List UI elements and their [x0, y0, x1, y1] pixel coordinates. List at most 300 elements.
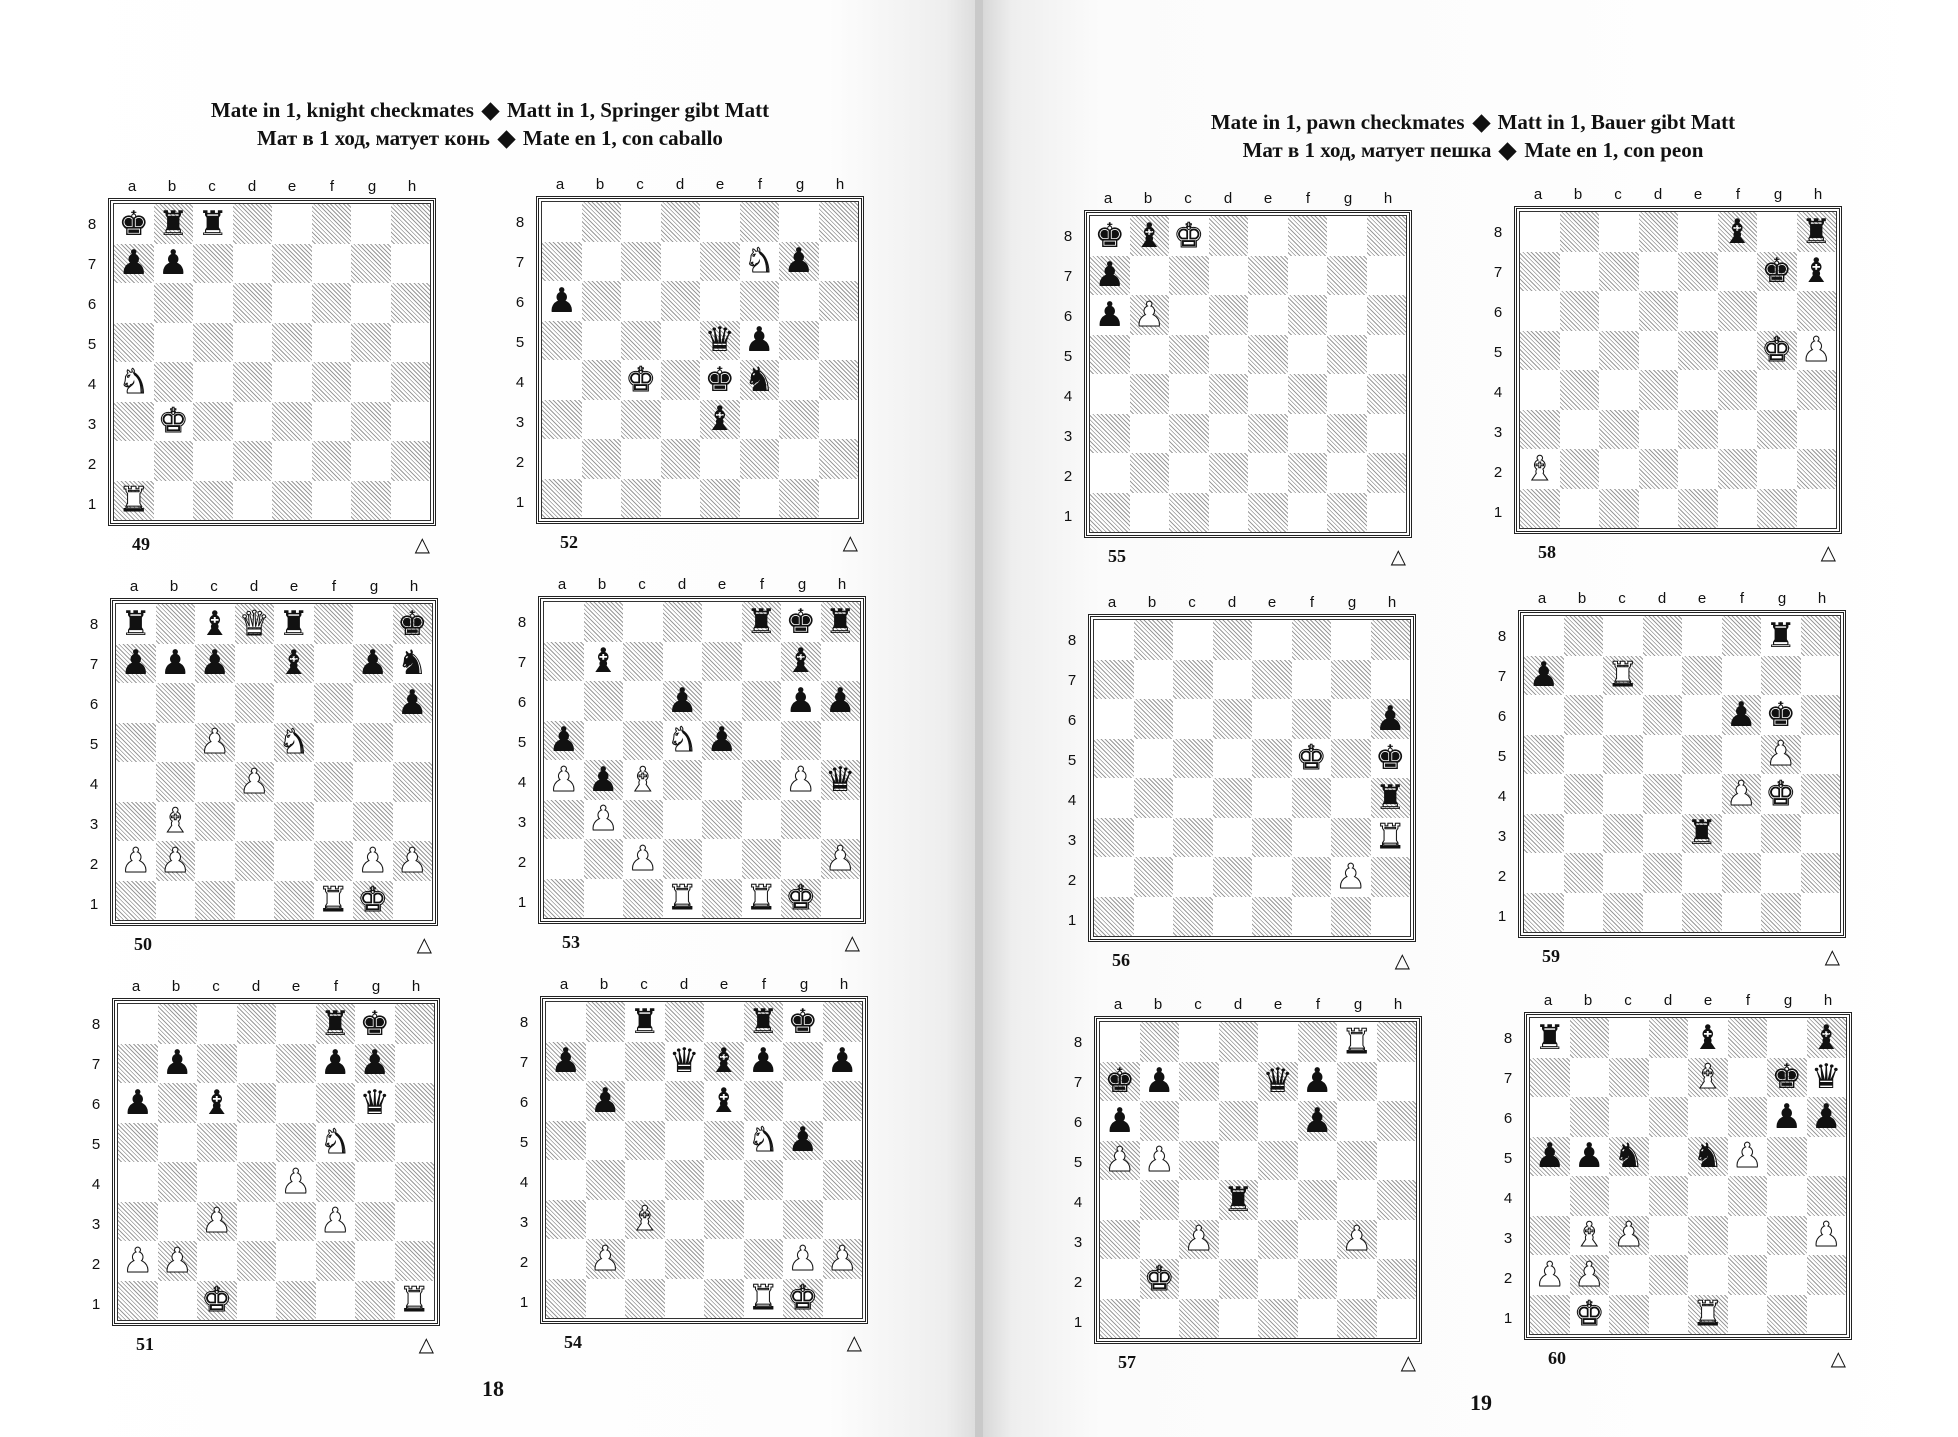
square-a4 [1520, 370, 1560, 410]
rank-label: 8 [519, 1013, 529, 1031]
square-e2 [1688, 1255, 1728, 1295]
square-c8 [193, 204, 233, 244]
square-a7 [118, 1044, 158, 1084]
black-rook-icon: ♜ [158, 203, 189, 244]
square-c3 [1173, 818, 1213, 858]
square-g5 [779, 321, 819, 361]
square-a4 [542, 360, 582, 400]
rank-label: 3 [515, 413, 525, 431]
square-g3 [1327, 414, 1367, 454]
square-h4 [821, 760, 861, 800]
square-d8 [235, 604, 275, 644]
file-label: d [249, 578, 259, 595]
square-h3 [1801, 814, 1841, 854]
chess-board [1524, 1012, 1852, 1340]
square-g5 [1767, 1137, 1807, 1177]
rank-label: 7 [1067, 671, 1077, 689]
square-g8 [781, 602, 821, 642]
black-bishop-icon: ♝ [785, 641, 816, 682]
file-labels [1092, 594, 1412, 612]
black-pawn-icon: ♟ [1574, 1136, 1605, 1177]
page-number: 18 [482, 1376, 504, 1401]
chess-board [1088, 614, 1416, 942]
chess-diagram [1062, 594, 1422, 974]
square-c2 [1173, 857, 1213, 897]
white-to-move-icon: △ [416, 932, 432, 956]
square-b2 [154, 441, 194, 481]
chess-diagram [1068, 996, 1428, 1376]
square-c4 [1609, 1176, 1649, 1216]
file-label: b [597, 576, 607, 593]
square-e1 [702, 879, 742, 919]
white-rook-icon: ♜ [1375, 817, 1406, 858]
heading-line-2: Мат в 1 ход, матует пешка Mate en 1, con peon [1242, 138, 1704, 162]
square-a4 [546, 1160, 586, 1200]
file-label: a [555, 176, 565, 193]
rank-label: 2 [519, 1253, 529, 1271]
black-knight-icon: ♞ [397, 643, 428, 684]
square-b1 [1134, 897, 1174, 937]
square-e8 [272, 204, 312, 244]
diagram-number: 60 [1548, 1348, 1566, 1368]
square-f5 [740, 321, 780, 361]
square-h3 [393, 802, 433, 842]
square-g4 [355, 1162, 395, 1202]
square-d3 [1639, 410, 1679, 450]
square-d8 [661, 202, 701, 242]
file-label: a [131, 978, 141, 995]
rank-label: 5 [1063, 347, 1073, 365]
white-pawn-icon: ♟ [1613, 1215, 1644, 1256]
black-bishop-icon: ♝ [708, 1080, 739, 1121]
square-h7 [1797, 252, 1837, 292]
square-a2 [1094, 857, 1134, 897]
black-bishop-icon: ♝ [708, 1041, 739, 1082]
square-b7 [1564, 656, 1604, 696]
square-f5 [1718, 331, 1758, 371]
white-pawn-icon: ♟ [397, 840, 428, 881]
square-b8 [1570, 1018, 1610, 1058]
square-h7 [821, 642, 861, 682]
file-label: c [1614, 186, 1622, 203]
file-label: c [640, 976, 648, 993]
rank-label: 5 [87, 335, 97, 353]
square-h1 [823, 1279, 863, 1319]
rank-label: 1 [1503, 1309, 1513, 1327]
square-b4 [1570, 1176, 1610, 1216]
chess-board [538, 596, 866, 924]
square-b2 [1570, 1255, 1610, 1295]
file-label: c [208, 178, 216, 195]
square-e3 [704, 1200, 744, 1240]
square-e1 [704, 1279, 744, 1319]
square-f2 [312, 441, 352, 481]
square-f3 [312, 402, 352, 442]
square-b2 [1140, 1259, 1180, 1299]
square-b1 [1564, 893, 1604, 933]
white-knight-icon: ♞ [667, 720, 698, 761]
square-a3 [1100, 1220, 1140, 1260]
square-e7 [276, 1044, 316, 1084]
rank-label: 7 [91, 1055, 101, 1073]
square-g6 [779, 281, 819, 321]
square-c4 [197, 1162, 237, 1202]
square-d8 [1639, 212, 1679, 252]
square-a2 [546, 1239, 586, 1279]
square-a4 [114, 362, 154, 402]
square-e1 [274, 881, 314, 921]
square-d3 [233, 402, 273, 442]
square-e1 [1678, 489, 1718, 529]
square-d6 [1213, 699, 1253, 739]
square-f3 [1718, 410, 1758, 450]
square-b8 [154, 204, 194, 244]
square-a8 [1530, 1018, 1570, 1058]
square-f8 [1288, 216, 1328, 256]
square-f4 [316, 1162, 356, 1202]
square-d8 [663, 602, 703, 642]
square-h3 [819, 400, 859, 440]
square-c4 [1603, 774, 1643, 814]
square-e1 [1252, 897, 1292, 937]
square-a2 [118, 1241, 158, 1281]
square-b1 [586, 1279, 626, 1319]
square-b4 [1564, 774, 1604, 814]
square-h5 [1801, 735, 1841, 775]
rank-label: 3 [1063, 427, 1073, 445]
square-g7 [1757, 252, 1797, 292]
black-rook-icon: ♜ [1534, 1017, 1565, 1058]
square-e6 [1258, 1101, 1298, 1141]
rank-labels [514, 1002, 534, 1322]
square-e3 [1678, 410, 1718, 450]
rank-label: 4 [91, 1175, 101, 1193]
square-b2 [1564, 853, 1604, 893]
file-label: b [1573, 186, 1583, 203]
square-a5 [114, 323, 154, 363]
file-label: h [839, 976, 849, 993]
square-g5 [1327, 335, 1367, 375]
square-h4 [819, 360, 859, 400]
white-knight-icon: ♞ [278, 722, 309, 763]
square-d1 [663, 879, 703, 919]
square-f3 [314, 802, 354, 842]
rank-labels [1492, 616, 1512, 936]
square-f2 [1722, 853, 1762, 893]
square-g7 [1767, 1058, 1807, 1098]
white-pawn-icon: ♟ [1183, 1219, 1214, 1260]
square-h1 [1807, 1295, 1847, 1335]
black-queen-icon: ♛ [1811, 1057, 1842, 1098]
square-a1 [542, 479, 582, 519]
square-h4 [391, 362, 431, 402]
rank-label: 8 [1493, 223, 1503, 241]
file-label: c [638, 576, 646, 593]
square-c7 [623, 642, 663, 682]
square-f2 [1728, 1255, 1768, 1295]
square-d2 [1209, 453, 1249, 493]
square-h7 [1801, 656, 1841, 696]
white-rook-icon: ♜ [746, 878, 777, 919]
file-label: a [1113, 996, 1123, 1013]
file-label: f [761, 976, 767, 993]
black-queen-icon: ♛ [1262, 1061, 1293, 1102]
square-f1 [1718, 489, 1758, 529]
square-g3 [779, 400, 819, 440]
square-g3 [351, 402, 391, 442]
square-a2 [1100, 1259, 1140, 1299]
file-label: d [675, 176, 685, 193]
file-label: f [1745, 992, 1751, 1009]
square-e6 [704, 1081, 744, 1121]
square-e2 [700, 439, 740, 479]
square-b7 [584, 642, 624, 682]
rank-label: 5 [1067, 751, 1077, 769]
black-rook-icon: ♜ [1223, 1179, 1254, 1220]
diagram-number: 52 [560, 532, 578, 552]
square-g1 [1327, 493, 1367, 533]
file-label: a [557, 576, 567, 593]
file-label: e [1273, 996, 1283, 1013]
square-e8 [702, 602, 742, 642]
square-a7 [1094, 660, 1134, 700]
black-pawn-icon: ♟ [1771, 1096, 1802, 1137]
square-b5 [156, 723, 196, 763]
black-pawn-icon: ♟ [546, 280, 577, 321]
square-h8 [1807, 1018, 1847, 1058]
square-d3 [237, 1202, 277, 1242]
square-e4 [702, 760, 742, 800]
square-a3 [114, 402, 154, 442]
square-f2 [1298, 1259, 1338, 1299]
square-d2 [661, 439, 701, 479]
square-b2 [1134, 857, 1174, 897]
square-f5 [1292, 739, 1332, 779]
white-pawn-icon: ♟ [1335, 856, 1366, 897]
square-h3 [1807, 1216, 1847, 1256]
square-e3 [274, 802, 314, 842]
white-knight-icon: ♞ [320, 1122, 351, 1163]
square-b2 [1560, 449, 1600, 489]
white-to-move-icon: △ [418, 1332, 434, 1356]
black-pawn-icon: ♟ [827, 1041, 858, 1082]
square-e6 [700, 281, 740, 321]
file-label: a [1543, 992, 1553, 1009]
square-c3 [193, 402, 233, 442]
file-labels [1088, 190, 1408, 208]
square-c8 [1609, 1018, 1649, 1058]
diamond-icon [481, 102, 499, 120]
square-a6 [1094, 699, 1134, 739]
square-e1 [1258, 1299, 1298, 1339]
square-g7 [353, 644, 393, 684]
square-c5 [1609, 1137, 1649, 1177]
square-f8 [740, 202, 780, 242]
square-h6 [1807, 1097, 1847, 1137]
rank-label: 2 [1503, 1269, 1513, 1287]
square-g2 [353, 841, 393, 881]
rank-labels [1498, 1018, 1518, 1338]
square-d4 [235, 762, 275, 802]
square-e8 [704, 1002, 744, 1042]
square-d3 [1219, 1220, 1259, 1260]
square-d8 [1219, 1022, 1259, 1062]
square-c5 [623, 721, 663, 761]
square-b2 [582, 439, 622, 479]
square-f1 [314, 881, 354, 921]
square-e5 [272, 323, 312, 363]
white-pawn-icon: ♟ [120, 840, 151, 881]
square-d6 [1639, 291, 1679, 331]
white-to-move-icon: △ [846, 1330, 862, 1354]
diagram-number: 54 [564, 1332, 582, 1352]
file-labels [112, 178, 432, 196]
square-e5 [1688, 1137, 1728, 1177]
black-knight-icon: ♞ [744, 359, 775, 400]
square-h8 [823, 1002, 863, 1042]
square-b3 [584, 800, 624, 840]
black-king-icon: ♚ [785, 601, 816, 642]
square-c5 [195, 723, 235, 763]
heading-line-1: Mate in 1, knight checkmates Matt in 1, Springer gibt Matt [210, 98, 770, 122]
square-e7 [274, 644, 314, 684]
square-g8 [1767, 1018, 1807, 1058]
square-f8 [1292, 620, 1332, 660]
file-label: c [1184, 190, 1192, 207]
square-a2 [542, 439, 582, 479]
square-f6 [740, 281, 780, 321]
square-g1 [1767, 1295, 1807, 1335]
file-label: f [1739, 590, 1745, 607]
black-pawn-icon: ♟ [1144, 1061, 1175, 1102]
square-c6 [1599, 291, 1639, 331]
square-b3 [1134, 818, 1174, 858]
square-g8 [1337, 1022, 1377, 1062]
diamond-icon [1499, 142, 1517, 160]
square-e7 [1252, 660, 1292, 700]
white-pawn-icon: ♟ [1574, 1254, 1605, 1295]
white-king-icon: ♚ [1761, 330, 1792, 371]
square-e6 [1682, 695, 1722, 735]
rank-label: 5 [91, 1135, 101, 1153]
rank-label: 6 [1503, 1109, 1513, 1127]
rank-label: 6 [1497, 707, 1507, 725]
file-label: f [333, 978, 339, 995]
square-c6 [1179, 1101, 1219, 1141]
square-c8 [623, 602, 663, 642]
black-pawn-icon: ♟ [550, 1041, 581, 1082]
square-c6 [1173, 699, 1213, 739]
square-f6 [1728, 1097, 1768, 1137]
black-queen-icon: ♛ [704, 320, 735, 361]
square-g5 [783, 1121, 823, 1161]
white-pawn-icon: ♟ [162, 1240, 193, 1281]
square-e1 [1688, 1295, 1728, 1335]
square-h3 [1371, 818, 1411, 858]
square-c5 [197, 1123, 237, 1163]
square-c2 [195, 841, 235, 881]
square-g8 [355, 1004, 395, 1044]
square-a3 [118, 1202, 158, 1242]
square-f1 [1288, 493, 1328, 533]
square-h5 [1797, 331, 1837, 371]
square-c2 [621, 439, 661, 479]
square-d2 [233, 441, 273, 481]
square-f5 [314, 723, 354, 763]
left-page [0, 0, 975, 1437]
square-g2 [1761, 853, 1801, 893]
square-h1 [1367, 493, 1407, 533]
square-f3 [1728, 1216, 1768, 1256]
square-b8 [1564, 616, 1604, 656]
black-rook-icon: ♜ [1801, 211, 1832, 252]
square-a5 [1530, 1137, 1570, 1177]
square-e4 [700, 360, 740, 400]
white-knight-icon: ♞ [118, 361, 149, 402]
square-a3 [546, 1200, 586, 1240]
file-label: c [212, 978, 220, 995]
file-label: b [1577, 590, 1587, 607]
square-a2 [544, 839, 584, 879]
square-b6 [1564, 695, 1604, 735]
rank-label: 2 [517, 853, 527, 871]
chess-diagram [86, 978, 446, 1358]
square-a6 [544, 681, 584, 721]
square-g4 [779, 360, 819, 400]
square-g8 [783, 1002, 823, 1042]
square-c1 [1603, 893, 1643, 933]
rank-label: 8 [87, 215, 97, 233]
white-king-icon: ♚ [158, 401, 189, 442]
square-d7 [237, 1044, 277, 1084]
square-f4 [740, 360, 780, 400]
file-label: d [1227, 594, 1237, 611]
square-d4 [237, 1162, 277, 1202]
rank-label: 5 [1497, 747, 1507, 765]
square-f7 [1728, 1058, 1768, 1098]
square-c1 [193, 481, 233, 521]
square-h1 [821, 879, 861, 919]
black-queen-icon: ♛ [825, 759, 856, 800]
square-e4 [272, 362, 312, 402]
square-e5 [274, 723, 314, 763]
square-c1 [1169, 493, 1209, 533]
square-h5 [1367, 335, 1407, 375]
black-bishop-icon: ♝ [278, 643, 309, 684]
white-king-icon: ♚ [1765, 773, 1796, 814]
file-label: e [1697, 590, 1707, 607]
square-h1 [393, 881, 433, 921]
square-c4 [1169, 374, 1209, 414]
rank-label: 7 [87, 255, 97, 273]
square-b5 [158, 1123, 198, 1163]
square-b1 [584, 879, 624, 919]
square-e7 [700, 242, 740, 282]
rank-label: 4 [1063, 387, 1073, 405]
square-d7 [661, 242, 701, 282]
square-d7 [663, 642, 703, 682]
square-d6 [1643, 695, 1683, 735]
square-c1 [623, 879, 663, 919]
square-a6 [546, 1081, 586, 1121]
square-b1 [1560, 489, 1600, 529]
square-g4 [1767, 1176, 1807, 1216]
white-to-move-icon: △ [1390, 544, 1406, 568]
black-king-icon: ♚ [118, 203, 149, 244]
rank-label: 5 [517, 733, 527, 751]
square-h5 [819, 321, 859, 361]
rank-label: 3 [1067, 831, 1077, 849]
